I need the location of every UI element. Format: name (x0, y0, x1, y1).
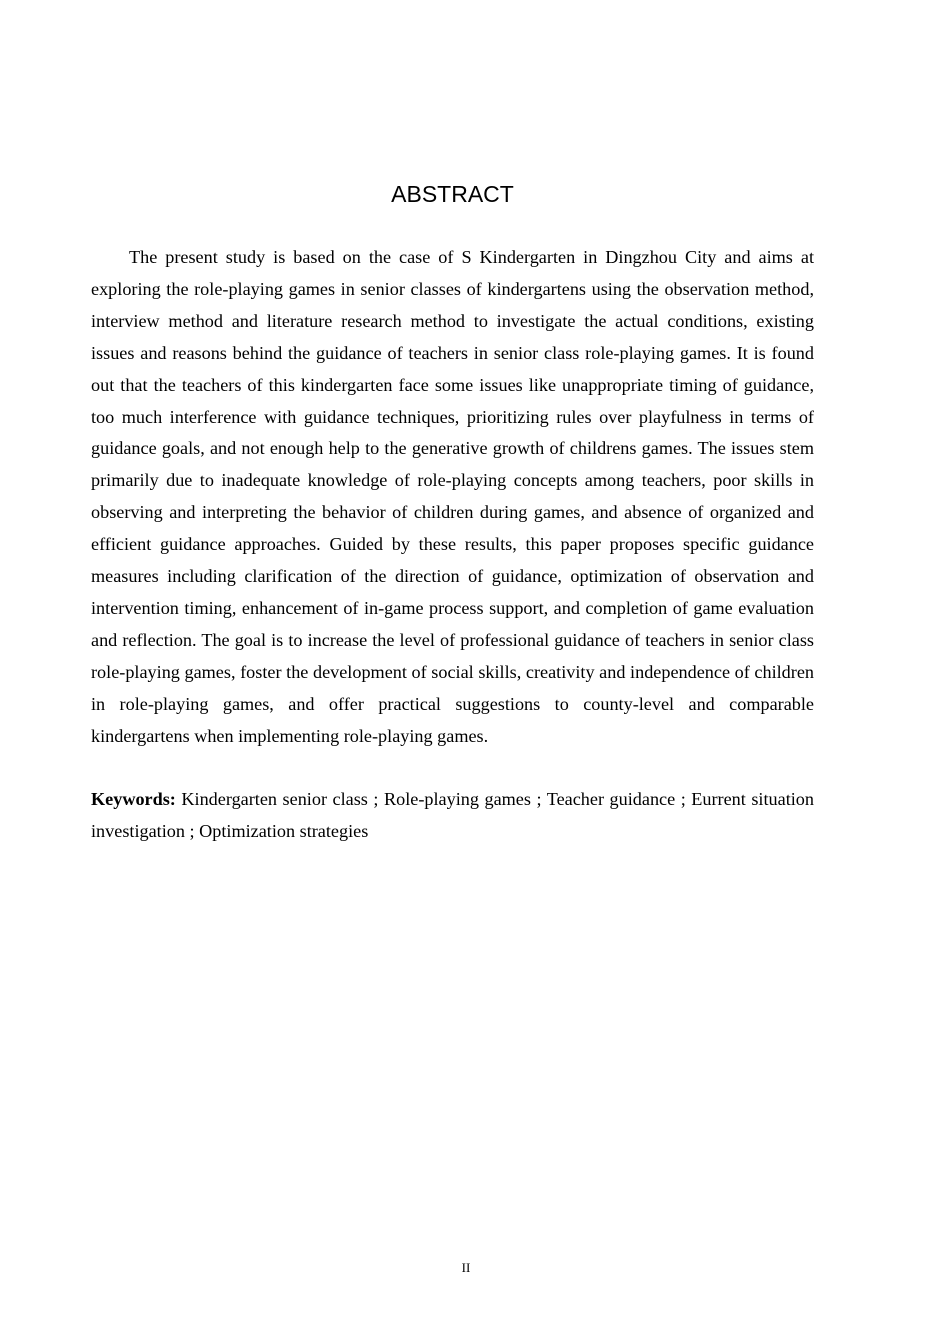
abstract-title: ABSTRACT (391, 181, 514, 207)
abstract-paragraph: The present study is based on the case of S Kindergarten in Dingzhou City and aims at exploring the role-playing games in senior classes of kindergartens using the observation method, interview method and literature research method to investigate the actual conditions, existing issues and reasons behind the guidance of teachers in senior class role-playing games. It is found out that the teachers of this kindergarten face some issues like unappropriate timing of guidance, too much interference with guidance techniques, prioritizing rules over playfulness in terms of guidance goals, and not enough help to the generative growth of childrens games. The issues stem primarily due to inadequate knowledge of role-playing concepts among teachers, poor skills in observing and interpreting the behavior of children during games, and absence of organized and efficient guidance approaches. Guided by these results, this paper proposes specific guidance measures including clarification of the direction of guidance, optimization of observation and intervention timing, enhancement of in-game process support, and completion of game evaluation and reflection. The goal is to increase the level of professional guidance of teachers in senior class role-playing games, foster the development of social skills, creativity and independence of children in role-playing games, and offer practical suggestions to county-level and comparable kindergartens when implementing role-playing games. (91, 247, 814, 746)
keywords-section (91, 784, 814, 848)
keywords-list: Kindergarten senior class ; Role-playing games ; Teacher guidance ; Eurrent situation investigation ; Optimization strategies (91, 789, 814, 841)
page-number: II (461, 1260, 471, 1275)
keywords-label: Keywords: (91, 789, 176, 809)
